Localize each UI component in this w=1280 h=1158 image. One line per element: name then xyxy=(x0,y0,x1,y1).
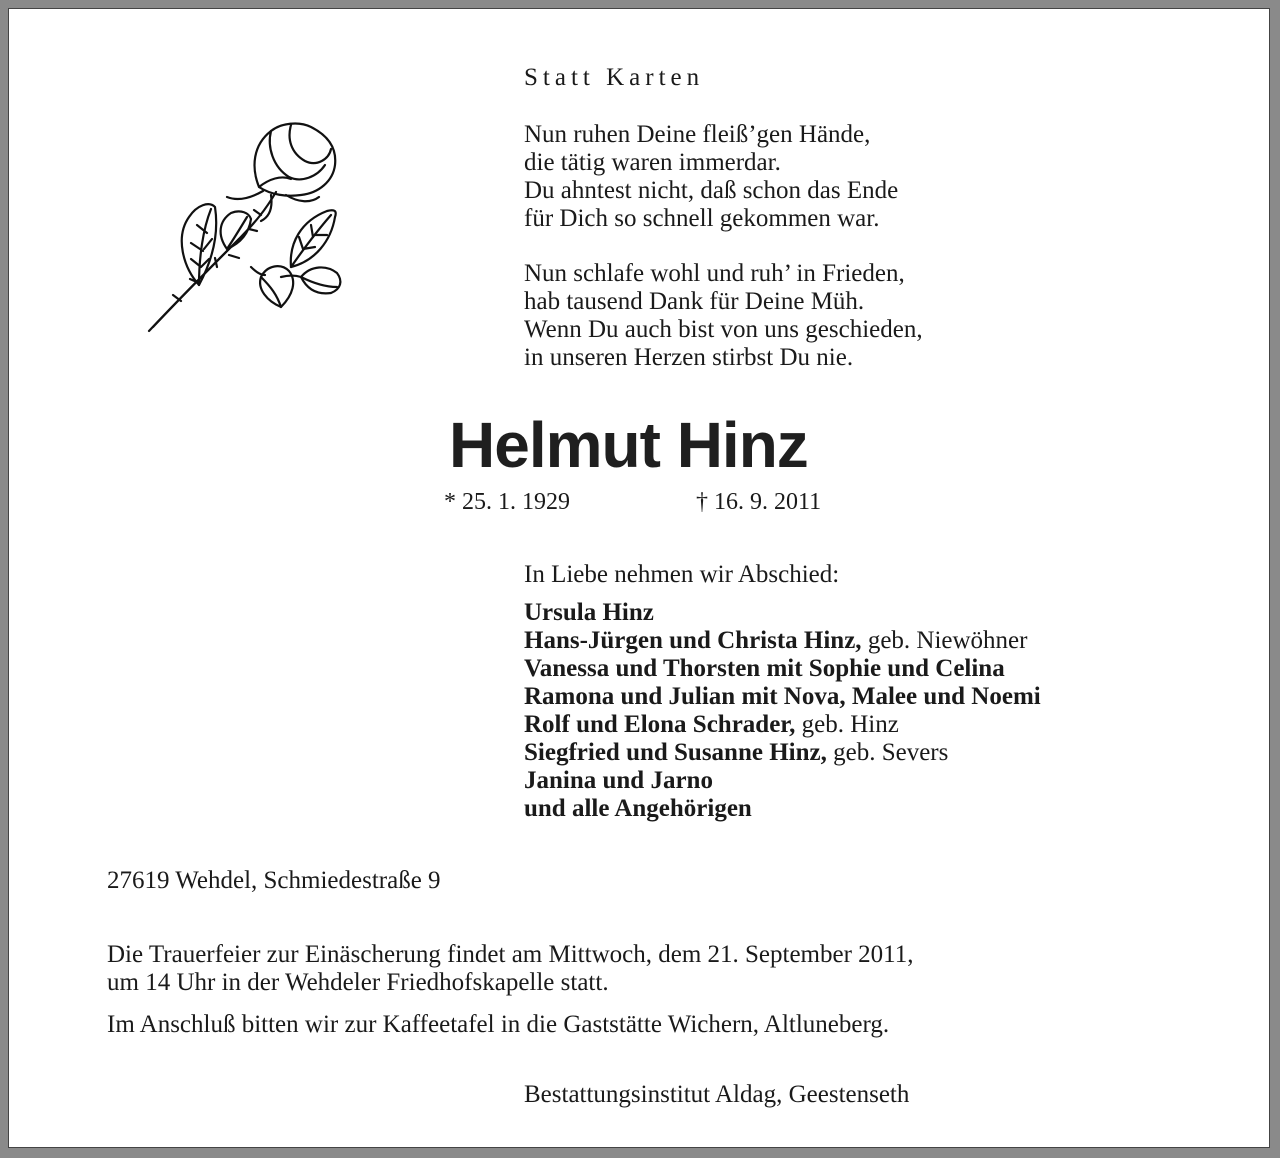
list-item: Siegfried und Susanne Hinz, geb. Severs xyxy=(524,739,949,766)
list-item: und alle Angehörigen xyxy=(524,795,752,822)
farewell-line: In Liebe nehmen wir Abschied: xyxy=(524,561,840,588)
list-item: Ursula Hinz xyxy=(524,599,654,626)
ceremony-line: Die Trauerfeier zur Einäscherung findet am Mittwoch, dem 21. September 2011, xyxy=(107,941,914,968)
list-item: Janina und Jarno xyxy=(524,767,713,794)
poem-line: hab tausend Dank für Deine Müh. xyxy=(524,288,865,315)
poem-stanza-1 xyxy=(524,121,898,233)
poem-line: Du ahntest nicht, daß schon das Ende xyxy=(524,177,899,204)
poem-line: Nun ruhen Deine fleiß’gen Hände, xyxy=(524,121,871,148)
coffee-info: Im Anschluß bitten wir zur Kaffeetafel in die Gaststätte Wichern, Altluneberg. xyxy=(107,1011,890,1038)
header-statt-karten: Statt Karten xyxy=(524,64,705,91)
birth-date: * 25. 1. 1929 xyxy=(444,489,570,515)
deceased-name: Helmut Hinz xyxy=(449,409,808,481)
undertaker: Bestattungsinstitut Aldag, Geestenseth xyxy=(524,1081,910,1108)
list-item: Hans-Jürgen und Christa Hinz, geb. Niewöhner xyxy=(524,627,1028,654)
address: 27619 Wehdel, Schmiedestraße 9 xyxy=(107,867,441,894)
rose-icon xyxy=(141,117,351,341)
poem-stanza-2 xyxy=(524,260,923,372)
poem-line: für Dich so schnell gekommen war. xyxy=(524,205,880,232)
ceremony-info xyxy=(107,941,914,997)
poem-line: die tätig waren immerdar. xyxy=(524,149,781,176)
death-date: † 16. 9. 2011 xyxy=(696,489,822,515)
ceremony-line: um 14 Uhr in der Wehdeler Friedhofskapelle statt. xyxy=(107,969,609,996)
list-item: Rolf und Elona Schrader, geb. Hinz xyxy=(524,711,899,738)
list-item: Ramona und Julian mit Nova, Malee und Noemi xyxy=(524,683,1041,710)
poem-line: in unseren Herzen stirbst Du nie. xyxy=(524,344,854,371)
poem-line: Wenn Du auch bist von uns geschieden, xyxy=(524,316,923,343)
obituary-notice xyxy=(8,8,1270,1148)
poem-line: Nun schlafe wohl und ruh’ in Frieden, xyxy=(524,260,905,287)
list-item: Vanessa und Thorsten mit Sophie und Celina xyxy=(524,655,1005,682)
family-list xyxy=(524,599,1041,823)
